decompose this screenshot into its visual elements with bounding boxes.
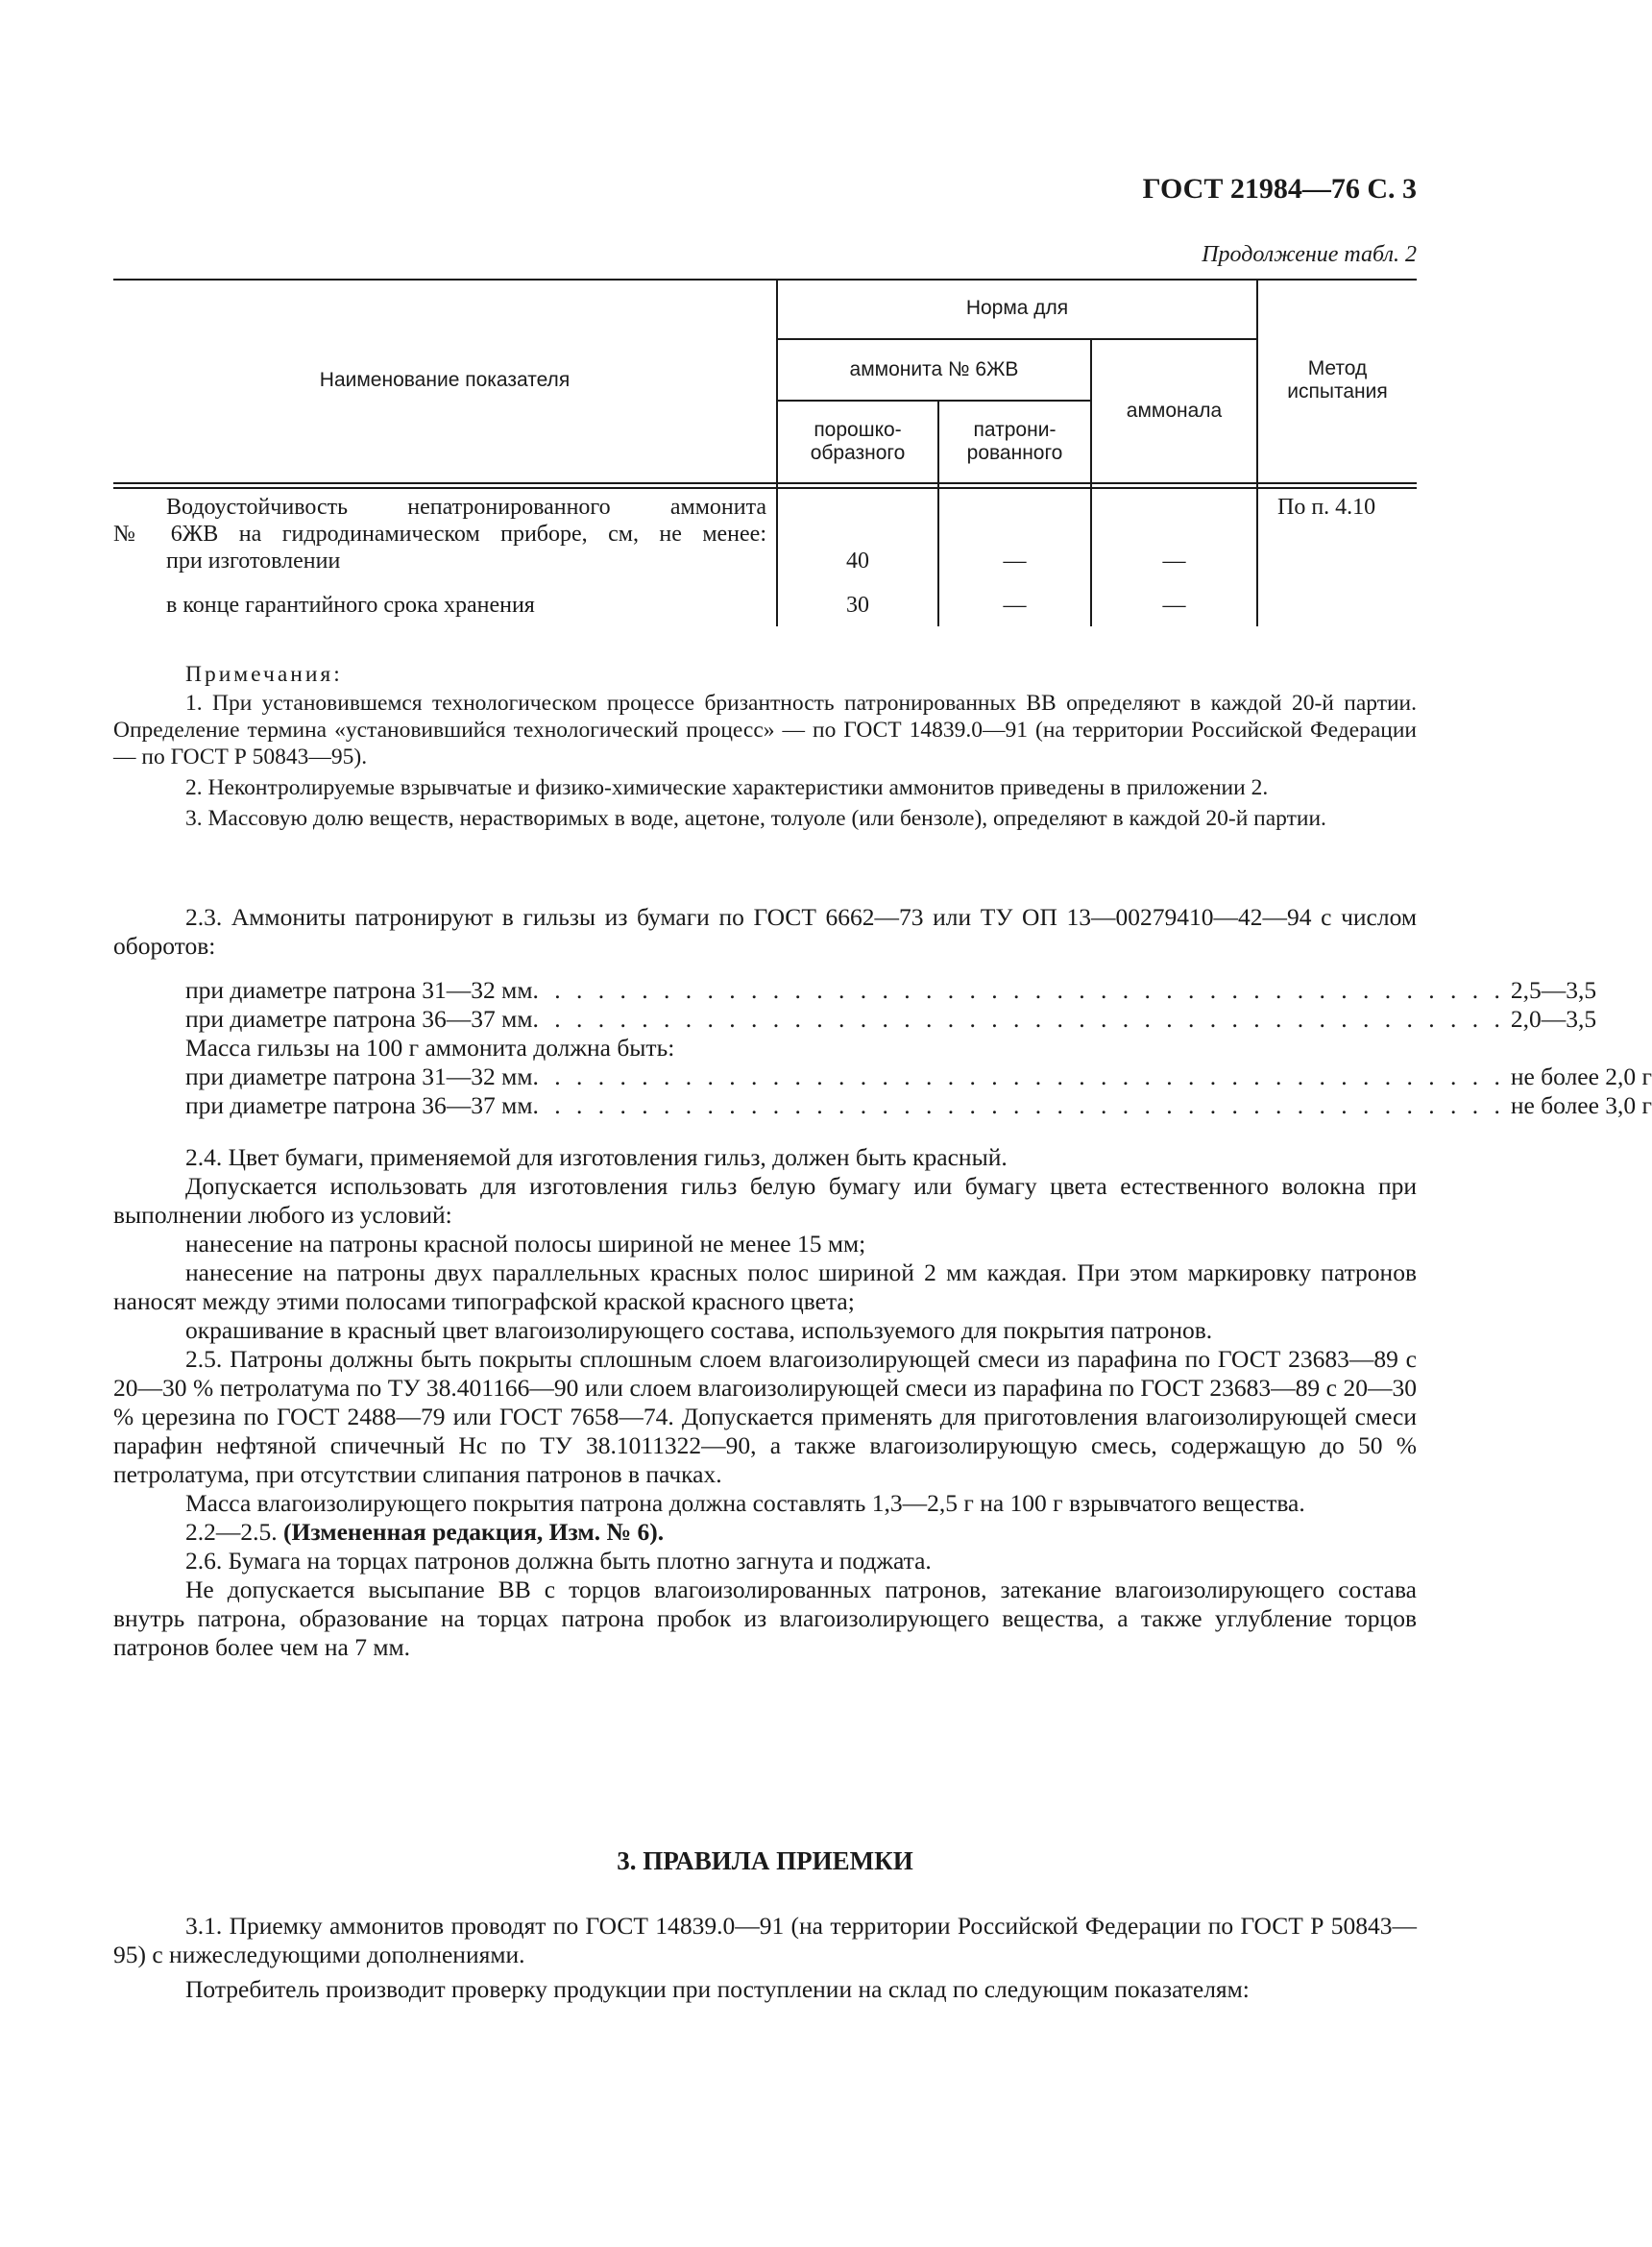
row1-cartridge: — bbox=[1003, 549, 1027, 574]
p24-2: нанесение на патроны красной полосы шириной не менее 15 мм; bbox=[185, 1230, 866, 1258]
indicators-table bbox=[113, 279, 1417, 626]
note-2: 2. Неконтролируемые взрывчатые и физико-химические характеристики аммонитов приведены в приложении 2. bbox=[185, 775, 1269, 800]
cartridge-header-line2: рованного bbox=[966, 442, 1063, 464]
clauses-2-4-to-2-6 bbox=[113, 1143, 1417, 1662]
note-3: 3. Массовую долю веществ, нерастворимых в воде, ацетоне, толуоле (или бензоле), определяют в каждой 20-й партии. bbox=[185, 806, 1326, 831]
powder-header-line1: порошко- bbox=[814, 419, 902, 441]
row2-cartridge: — bbox=[1003, 593, 1027, 618]
row2-ammonal: — bbox=[1162, 593, 1186, 618]
turns-2-value: 2,0—3,5 bbox=[1510, 1005, 1597, 1033]
leader-dots: . . . . . . . . . . . . . . . . . . . . . . . . . . . . . . . . . . . . . . . . . . . . . bbox=[532, 1005, 1505, 1033]
row2-powder: 30 bbox=[846, 593, 869, 618]
mass-2-label: при диаметре патрона 36—37 мм bbox=[185, 1091, 533, 1119]
turns-row-1 bbox=[185, 976, 1597, 1005]
amend-bold: (Измененная редакция, Изм. № 6). bbox=[283, 1518, 665, 1546]
cartridge-header-line1: патрони- bbox=[973, 419, 1057, 441]
p25-0: 2.5. Патроны должны быть покрыты сплошным слоем влагоизолирующей смеси из парафина по ГОСТ 23683—89 с 20—30 % петролатума по ТУ 38.401166—90 или слоем влагоизолирующей смеси из парафина по ГОСТ 23683—89 с 20—30 % церезина по ГОСТ 2488—79 или ГОСТ 7658—74. Допускается применять для приготовления влагоизолирующей смеси парафин нефтяной спичечный Нс по ТУ 38.1011322—90, а также влагоизолирующую смесь, содержащую до 50 % петролатума, при отсутствии слипания патронов в пачках. bbox=[113, 1345, 1417, 1488]
clause-3-1 bbox=[113, 1912, 1417, 2004]
method-header-line1: Метод bbox=[1307, 357, 1368, 379]
ammonal-header: аммонала bbox=[1126, 400, 1223, 422]
row1-powder: 40 bbox=[846, 549, 869, 574]
mass-1-label: при диаметре патрона 31—32 мм bbox=[185, 1062, 533, 1090]
ammonite-header: аммонита № 6ЖВ bbox=[849, 358, 1019, 380]
turns-1-value: 2,5—3,5 bbox=[1510, 976, 1597, 1004]
row1-line3: при изготовлении bbox=[166, 549, 341, 574]
clause-2-3 bbox=[113, 903, 1652, 1120]
p24-4: окрашивание в красный цвет влагоизолирующего состава, используемого для покрытия патронов. bbox=[185, 1316, 1213, 1344]
mass-1-value: не более 2,0 г bbox=[1510, 1062, 1652, 1090]
leader-dots: . . . . . . . . . . . . . . . . . . . . . . . . . . . . . . . . . . . . . . . . . . . . . bbox=[532, 976, 1505, 1004]
cartridge-header bbox=[939, 402, 1090, 482]
p23-text: 2.3. Аммониты патронируют в гильзы из бумаги по ГОСТ 6662—73 или ТУ ОП 13—00279410—42—94 с числом оборотов: bbox=[113, 903, 1417, 960]
method-header bbox=[1258, 279, 1417, 482]
p25-1: Масса влагоизолирующего покрытия патрона должна составлять 1,3—2,5 г на 100 г взрывчатого вещества. bbox=[185, 1489, 1305, 1517]
p26-0: 2.6. Бумага на торцах патронов должна быть плотно загнута и поджата. bbox=[185, 1547, 932, 1575]
leader-dots: . . . . . . . . . . . . . . . . . . . . . . . . . . . . . . . . . . . . . . . . . . . . . bbox=[532, 1091, 1505, 1119]
mass-2-value: не более 3,0 г bbox=[1510, 1091, 1652, 1119]
p31-1: Потребитель производит проверку продукции при поступлении на склад по следующим показателям: bbox=[185, 1975, 1250, 2003]
p24-1: Допускается использовать для изготовления гильз белую бумагу или бумагу цвета естественного волокна при выполнении любого из условий: bbox=[113, 1172, 1417, 1229]
section-3-title: 3. ПРАВИЛА ПРИЕМКИ bbox=[617, 1846, 913, 1875]
leader-dots: . . . . . . . . . . . . . . . . . . . . . . . . . . . . . . . . . . . . . . . . . . . . . bbox=[532, 1062, 1505, 1090]
notes-block bbox=[113, 661, 1417, 832]
p26-1: Не допускается высыпание ВВ с торцов влагоизолированных патронов, затекание влагоизолирующего состава внутрь патрона, образование на торцах патрона пробок из влагоизолирующего вещества, а также углубление торцов патронов более чем на 7 мм. bbox=[113, 1575, 1417, 1661]
row1-ammonal: — bbox=[1162, 549, 1186, 574]
page-header: ГОСТ 21984—76 С. 3 bbox=[1142, 173, 1417, 205]
turns-2-label: при диаметре патрона 36—37 мм bbox=[185, 1005, 533, 1033]
method-header-line2: испытания bbox=[1287, 380, 1388, 403]
turns-1-label: при диаметре патрона 31—32 мм bbox=[185, 976, 533, 1004]
row1-method: По п. 4.10 bbox=[1277, 495, 1376, 520]
row2-name: в конце гарантийного срока хранения bbox=[166, 593, 535, 618]
amendment-note bbox=[113, 1518, 1417, 1547]
p24-0: 2.4. Цвет бумаги, применяемой для изготовления гильз, должен быть красный. bbox=[185, 1143, 1008, 1171]
amend-prefix: 2.2—2.5. bbox=[185, 1518, 283, 1546]
note-1: 1. При установившемся технологическом процессе бризантность патронированных ВВ определяют в каждой 20-й партии. Определение термина «установившийся технологический процесс» — по ГОСТ 14839.0—91 (на территории Российской Федерации — по ГОСТ Р 50843—95). bbox=[113, 691, 1417, 769]
mass-title: Масса гильзы на 100 г аммонита должна быть: bbox=[185, 1034, 675, 1062]
p31-0: 3.1. Приемку аммонитов проводят по ГОСТ 14839.0—91 (на территории Российской Федерации по ГОСТ Р 50843—95) с нижеследующими дополнениями. bbox=[113, 1912, 1417, 1968]
table-row-1-name bbox=[113, 494, 766, 574]
col-name-header: Наименование показателя bbox=[319, 369, 571, 391]
p24-3: нанесение на патроны двух параллельных красных полос шириной 2 мм каждая. При этом маркировку патронов наносят между этими полосами типографской краской красного цвета; bbox=[113, 1258, 1417, 1315]
row1-line2: № 6ЖВ на гидродинамическом приборе, см, не менее: bbox=[113, 522, 766, 547]
mass-row-1 bbox=[185, 1062, 1652, 1091]
notes-title: Примечания: bbox=[185, 662, 343, 687]
mass-row-2 bbox=[185, 1091, 1652, 1120]
powder-header-line2: образного bbox=[810, 442, 906, 464]
table-continuation-label: Продолжение табл. 2 bbox=[1202, 242, 1417, 267]
norm-header: Норма для bbox=[965, 297, 1069, 319]
turns-row-2 bbox=[185, 1005, 1597, 1034]
row1-line1: Водоустойчивость непатронированного аммонита bbox=[166, 495, 766, 520]
powder-header bbox=[778, 402, 937, 482]
